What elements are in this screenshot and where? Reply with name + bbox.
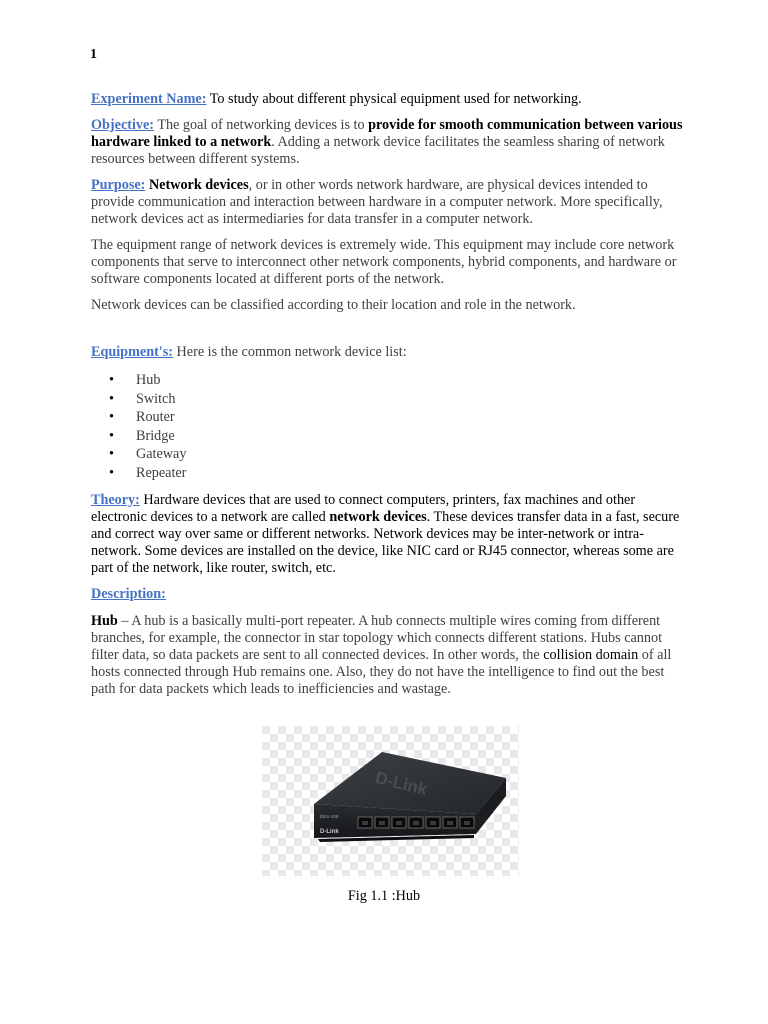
hub-collision-domain: collision domain [543, 646, 639, 663]
theory-text: Hardware devices that are used to connect computers, printers, fax machines and other electronic devices to a network are called [91, 491, 636, 525]
list-item: • Bridge [136, 427, 691, 446]
list-item: • Switch [136, 390, 691, 409]
brand-front-text: D-Link [320, 829, 339, 835]
objective-text: The goal of networking devices is to [154, 117, 369, 133]
hub-text: – A hub is a basically multi-port repeater. A hub connects multiple wires coming from different branches, for example, the connector in star topology which connects different stations. Hubs cannot filter data, so data packets are sent to all connected devices. In other words, the [91, 612, 663, 663]
page-number: 1 [90, 47, 97, 62]
hub-term: Hub [91, 612, 118, 629]
objective-paragraph [91, 117, 691, 168]
experiment-label: Experiment Name: [91, 91, 207, 107]
model-label: DES-108 [320, 814, 339, 819]
experiment-paragraph [91, 91, 691, 108]
theory-bold: network devices [329, 508, 427, 525]
list-item: • Hub [136, 371, 691, 390]
description-heading [91, 586, 691, 603]
purpose-label: Purpose: [91, 177, 146, 193]
figure-caption: Fig 1.1 :Hub [347, 888, 421, 904]
purpose-text: , or in other words network hardware, are physical devices intended to provide communication and interaction between hardware in a computer network. More specifically, network devices act as intermediaries for data transfer in a computer network. [91, 177, 663, 227]
experiment-text: To study about different physical equipment used for networking. [206, 91, 582, 107]
purpose-paragraph [91, 177, 691, 228]
hub-device-image [262, 726, 519, 876]
list-item: • Gateway [136, 445, 691, 464]
description-label: Description: [91, 585, 166, 602]
theory-label: Theory: [91, 491, 140, 508]
ethernet-ports [358, 817, 474, 828]
hub-figure [262, 726, 519, 876]
brand-top-text: D-Link [373, 768, 430, 800]
equipment-range-paragraph: The equipment range of network devices is extremely wide. This equipment may include core network components that serve to interconnect other network components, hybrid components, and hardware or software components located at different ports of the network. [91, 237, 677, 287]
device-list [91, 371, 691, 483]
classification-paragraph: Network devices can be classified according to their location and role in the network. [91, 297, 576, 313]
equipments-text: Here is the common network device list: [173, 344, 407, 360]
hub-text-end: of all hosts connected through Hub remains one. Also, they do not have the intelligence to find out the best path for data packets which leads to inefficiencies and wastage. [91, 646, 672, 697]
document-body [91, 91, 691, 707]
hub-paragraph [91, 613, 691, 698]
equipments-paragraph [91, 344, 691, 361]
list-item: • Router [136, 408, 691, 427]
theory-paragraph [91, 492, 691, 577]
purpose-bold: Network devices [148, 177, 249, 193]
objective-text-end: . Adding a network device facilitates the seamless sharing of network resources between different systems. [91, 134, 665, 167]
objective-label: Objective: [91, 117, 155, 133]
equipments-label: Equipment's: [91, 344, 173, 360]
objective-bold: provide for smooth communication between various hardware linked to a network [91, 117, 683, 150]
theory-text-end: . These devices transfer data in a fast, secure and correct way over same or different networks. Network devices may be inter-network or intra-network. Some devices are installed on the device, like NIC card or RJ45 connector, whereas some are part of the network, like router, switch, etc. [91, 508, 680, 576]
list-item: • Repeater [136, 464, 691, 483]
